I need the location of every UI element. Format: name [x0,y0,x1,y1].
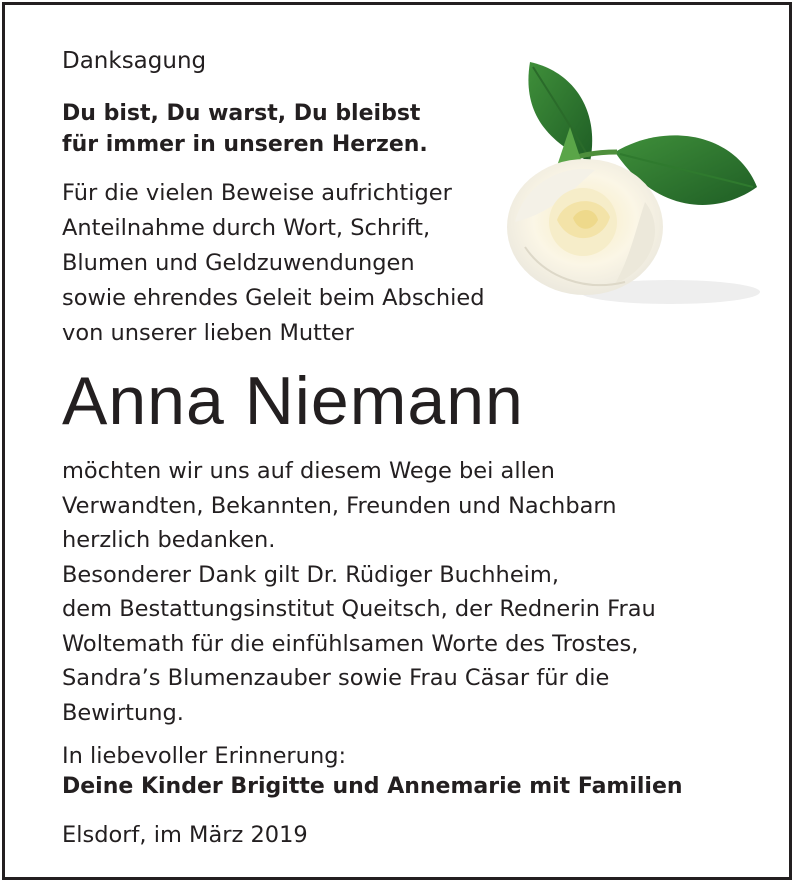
body-line: Bewirtung. [62,699,184,726]
body-line: herzlich bedanken. [62,527,276,553]
body-line: Sandra’s Blumenzauber sowie Frau Cäsar für die [62,665,610,691]
place-date: Elsdorf, im März 2019 [62,822,308,848]
body-line: Verwandten, Bekannten, Freunden und Nachbarn [62,492,617,519]
body-line: dem Bestattungsinstitut Queitsch, der Rednerin Frau [62,596,656,622]
intro-line: Für die vielen Beweise aufrichtiger [62,180,452,206]
intro-line: Anteilnahme durch Wort, Schrift, [62,215,431,241]
motto-line: für immer in unseren Herzen. [62,132,428,157]
closing-line: In liebevoller Erinnerung: [62,743,347,769]
body-paragraph [62,454,656,730]
motto-line: Du bist, Du warst, Du bleibst [62,101,421,126]
deceased-name: Anna Niemann [62,363,524,439]
intro-paragraph [62,176,485,351]
white-rose-icon [495,52,765,317]
intro-line: sowie ehrendes Geleit beim Abschied [62,285,485,311]
body-line: möchten wir uns auf diesem Wege bei allen [62,458,555,484]
notice-heading: Danksagung [62,48,207,74]
body-line: Woltemath für die einfühlsamen Worte des Trostes, [62,630,639,657]
motto [62,98,428,160]
intro-line: Blumen und Geldzuwendungen [62,250,415,276]
body-line: Besonderer Dank gilt Dr. Rüdiger Buchheim, [62,561,559,588]
signers: Deine Kinder Brigitte und Annemarie mit Familien [62,774,683,799]
intro-line: von unserer lieben Mutter [62,320,354,346]
